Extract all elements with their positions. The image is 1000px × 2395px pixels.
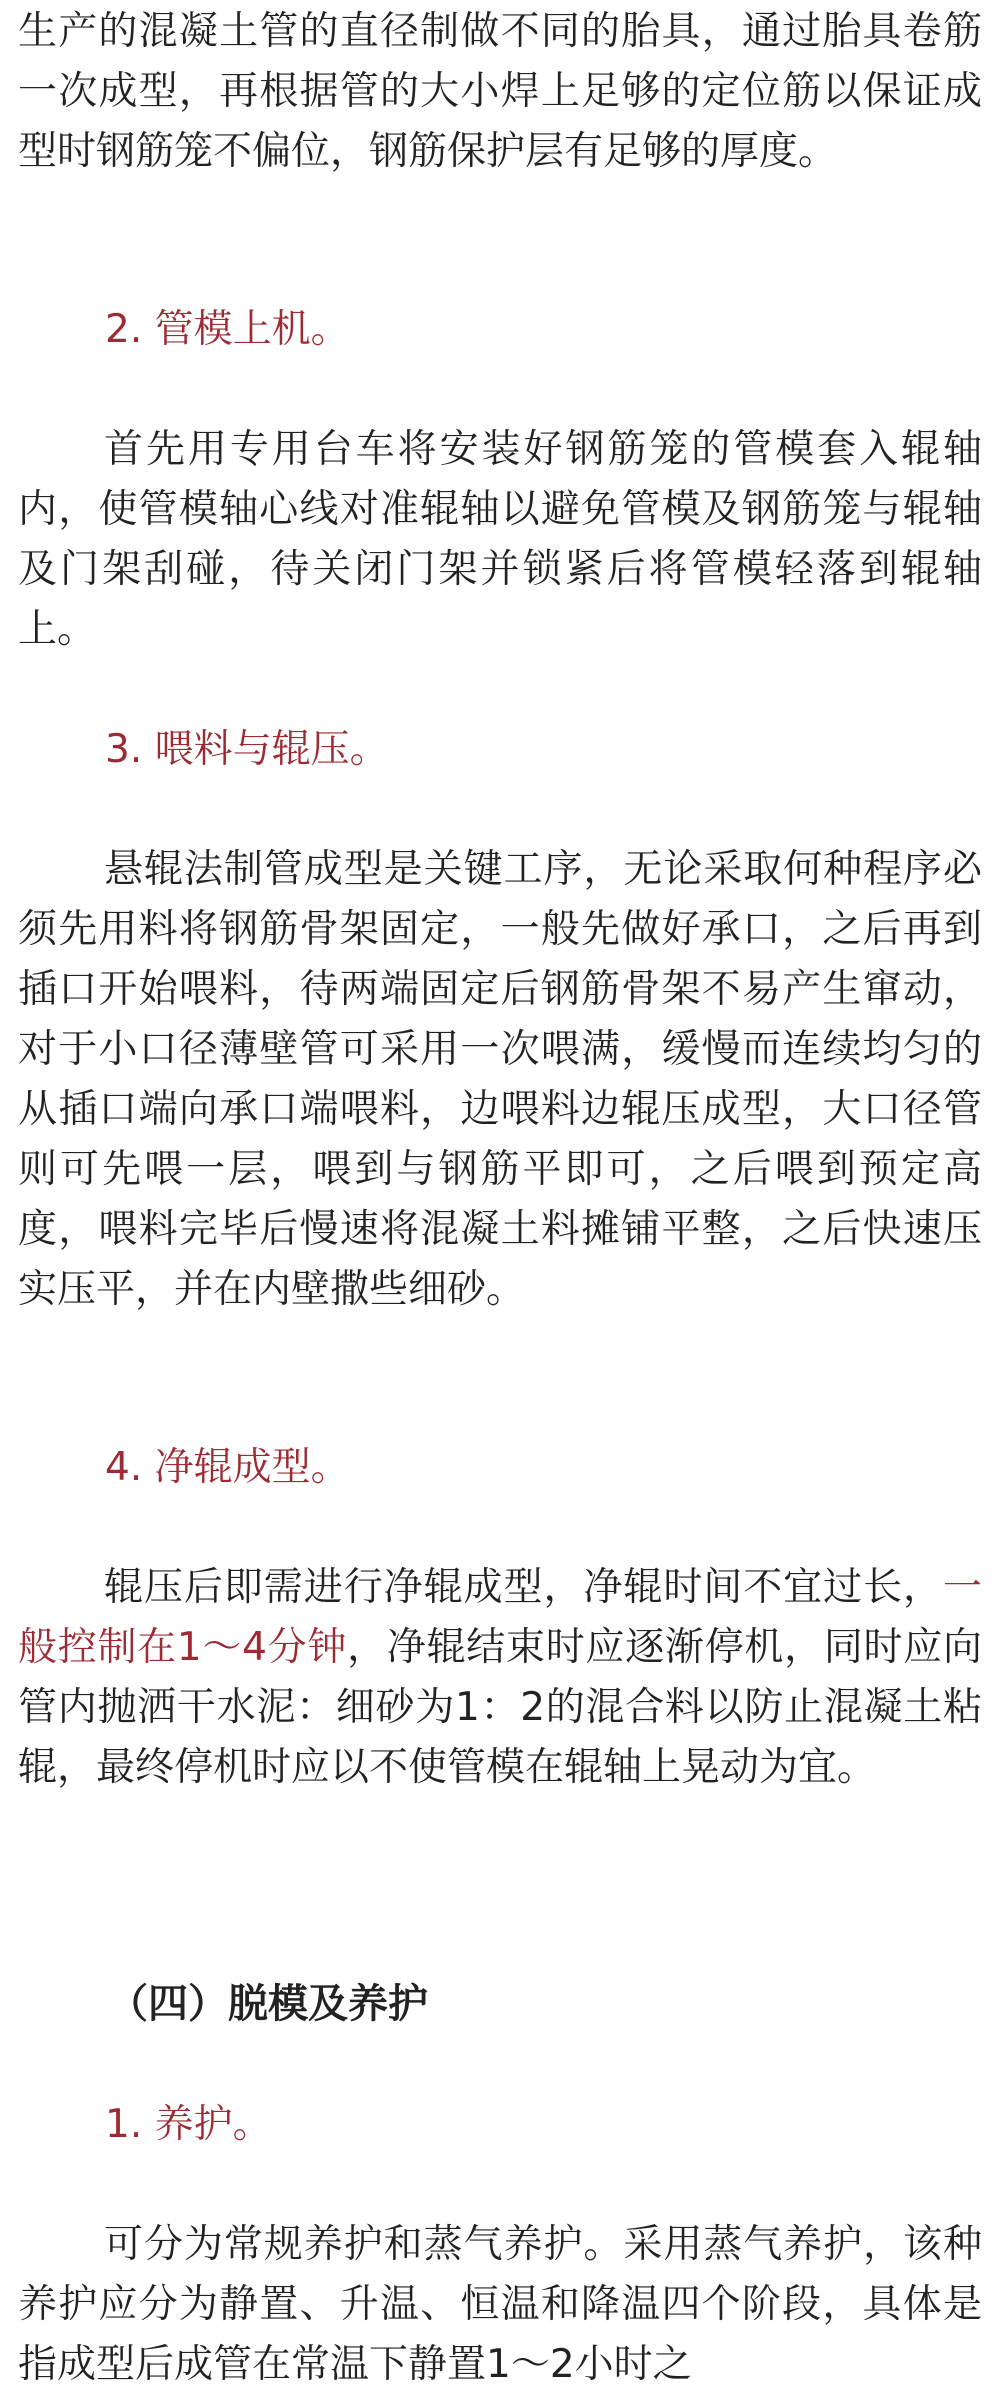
highlight-duration: 一般控制在1～4分钟 [18,1565,982,1670]
text-segment: 辊压后即需进行净辊成型，净辊时间不宜过长， [104,1565,943,1610]
paragraph-pipe-mold-mounting: 首先用专用台车将安装好钢筋笼的管模套入辊轴内，使管模轴心线对准辊轴以避免管模及钢筋笼与辊轴及门架刮碰，待关闭门架并锁紧后将管模轻落到辊轴上。 [18,427,982,652]
text-segment: ，净辊结束时应逐渐停机，同时应向管内抛洒干水泥：细砂为1：2的混合料以防止混凝土粘辊，最终停机时应以不使管模在辊轴上晃动为宜。 [18,1625,982,1790]
paragraph-clean-rolling [18,1558,982,1798]
heading-feeding-rolling: 3. 喂料与辊压。 [105,727,389,772]
heading-curing: 1. 养护。 [105,2102,272,2147]
heading-clean-rolling: 4. 净辊成型。 [105,1445,350,1490]
paragraph-intro: 生产的混凝土管的直径制做不同的胎具，通过胎具卷筋一次成型，再根据管的大小焊上足够的定位筋以保证成型时钢筋笼不偏位，钢筋保护层有足够的厚度。 [18,9,982,174]
paragraph-curing: 可分为常规养护和蒸气养护。采用蒸气养护，该种养护应分为静置、升温、恒温和降温四个阶段，具体是指成型后成管在常温下静置1～2小时之 [18,2222,982,2387]
section-title-demolding-curing: （四）脱模及养护 [108,1981,428,2027]
heading-pipe-mold-mounting: 2. 管模上机。 [105,307,350,352]
paragraph-feeding-rolling: 悬辊法制管成型是关键工序，无论采取何种程序必须先用料将钢筋骨架固定，一般先做好承口，之后再到插口开始喂料，待两端固定后钢筋骨架不易产生窜动，对于小口径薄壁管可采用一次喂满，缓慢而连续均匀的从插口端向承口端喂料，边喂料边辊压成型，大口径管则可先喂一层，喂到与钢筋平即可，之后喂到预定高度，喂料完毕后慢速将混凝土料摊铺平整，之后快速压实压平，并在内壁撒些细砂。 [18,847,982,1312]
